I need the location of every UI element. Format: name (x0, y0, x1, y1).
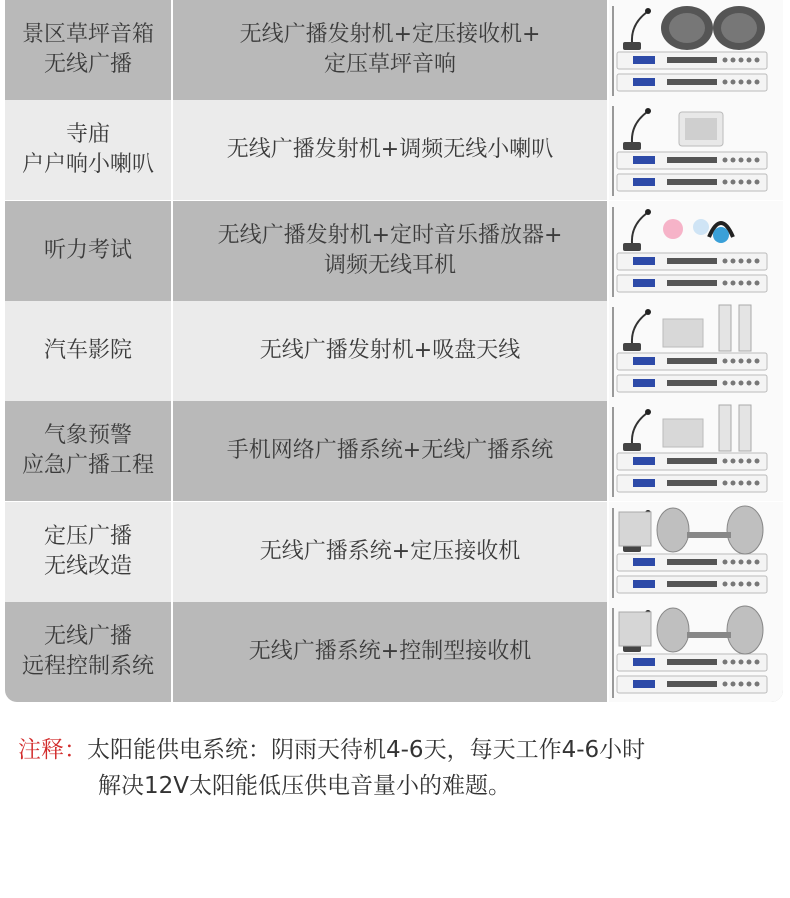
table-row (5, 201, 783, 301)
table-row (5, 502, 783, 602)
solution-cell (171, 0, 607, 100)
solution-cell (171, 201, 607, 301)
application-name: 寺庙 户户响小喇叭 (21, 122, 154, 178)
application-cell (5, 502, 171, 602)
solution-cell (171, 602, 607, 702)
note (18, 732, 778, 804)
application-cell (5, 301, 171, 401)
application-cell (5, 100, 171, 200)
solution-cell (171, 502, 607, 602)
application-name: 汽车影院 (43, 337, 132, 363)
application-cell (5, 602, 171, 702)
solution-description: 无线广播发射机+吸盘天线 (259, 337, 521, 363)
note-text-2: 解决12V太阳能低压供电音量小的难题。 (98, 773, 512, 799)
solution-description: 无线广播发射机+定压接收机+ 定压草坪音响 (239, 22, 541, 77)
solution-description: 手机网络广播系统+无线广播系统 (226, 438, 554, 464)
solution-cell (171, 401, 607, 501)
solution-description: 无线广播发射机+调频无线小喇叭 (226, 137, 554, 163)
table-row (5, 301, 783, 401)
application-name: 听力考试 (43, 237, 132, 263)
product-image (607, 301, 783, 401)
application-name: 气象预警 应急广播工程 (21, 423, 154, 479)
product-image (607, 602, 783, 702)
application-name: 景区草坪音箱 无线广播 (21, 22, 154, 77)
table-row (5, 100, 783, 200)
application-name: 无线广播 远程控制系统 (21, 623, 154, 679)
note-label: 注释： (18, 737, 87, 763)
table-row (5, 401, 783, 501)
application-cell (5, 0, 171, 100)
solution-description: 无线广播系统+控制型接收机 (248, 638, 532, 664)
application-name: 定压广播 无线改造 (43, 523, 132, 579)
product-image (607, 0, 783, 100)
product-image (607, 401, 783, 501)
table-row (5, 602, 783, 702)
note-line-1 (18, 732, 778, 768)
solution-description: 无线广播发射机+定时音乐播放器+ 调频无线耳机 (217, 222, 563, 278)
product-table (5, 0, 783, 702)
solution-cell (171, 301, 607, 401)
solution-cell (171, 100, 607, 200)
table-row (5, 0, 783, 100)
product-image (607, 502, 783, 602)
note-text-1: 太阳能供电系统：阴雨天待机4-6天，每天工作4-6小时 (87, 737, 646, 763)
product-image (607, 201, 783, 301)
product-image (607, 100, 783, 200)
application-cell (5, 201, 171, 301)
application-cell (5, 401, 171, 501)
solution-description: 无线广播系统+定压接收机 (259, 538, 521, 564)
